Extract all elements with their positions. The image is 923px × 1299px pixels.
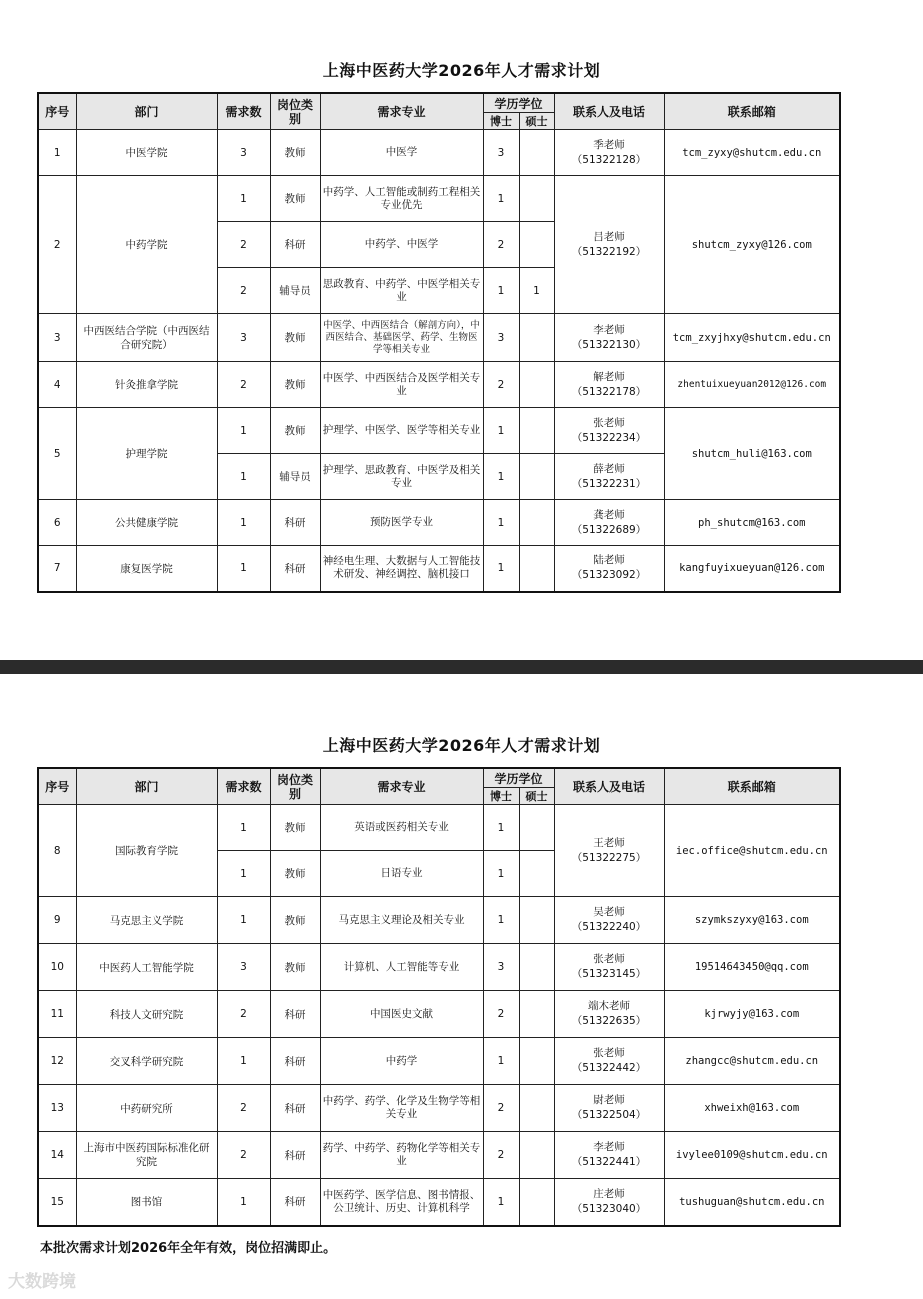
row-contact bbox=[554, 408, 664, 454]
row-contact bbox=[554, 1085, 664, 1132]
row-type: 教师 bbox=[270, 944, 320, 991]
header-master: 硕士 bbox=[519, 788, 554, 805]
contact-name: 解老师 bbox=[593, 370, 625, 383]
row-major: 中药学、中医学 bbox=[320, 222, 483, 268]
row-dept: 康复医学院 bbox=[76, 546, 217, 592]
header-count: 需求数 bbox=[217, 93, 270, 130]
row-master bbox=[519, 1038, 554, 1085]
header-contact: 联系人及电话 bbox=[554, 93, 664, 130]
row-dept: 交叉科学研究院 bbox=[76, 1038, 217, 1085]
header-no: 序号 bbox=[38, 93, 76, 130]
row-phd: 1 bbox=[483, 805, 519, 851]
contact-phone: （51322240） bbox=[571, 921, 647, 933]
row-master bbox=[519, 1085, 554, 1132]
row-dept: 图书馆 bbox=[76, 1179, 217, 1226]
row-email: szymkszyxy@163.com bbox=[664, 897, 840, 944]
table-row bbox=[38, 408, 840, 454]
header-dept: 部门 bbox=[76, 768, 217, 805]
row-count: 1 bbox=[217, 176, 270, 222]
contact-phone: （51322128） bbox=[571, 153, 647, 166]
contact-name: 龚老师 bbox=[593, 508, 625, 521]
contact-name: 庄老师 bbox=[593, 1187, 625, 1200]
row-no: 10 bbox=[38, 944, 76, 991]
row-contact bbox=[554, 362, 664, 408]
contact-phone: （51322275） bbox=[571, 851, 647, 864]
row-email: iec.office@shutcm.edu.cn bbox=[664, 805, 840, 897]
row-count: 1 bbox=[217, 500, 270, 546]
contact-name: 吴老师 bbox=[593, 906, 625, 918]
contact-name: 李老师 bbox=[593, 323, 625, 336]
row-count: 3 bbox=[217, 944, 270, 991]
row-email: shutcm_huli@163.com bbox=[664, 408, 840, 500]
row-master bbox=[519, 805, 554, 851]
row-email: tushuguan@shutcm.edu.cn bbox=[664, 1179, 840, 1226]
row-type: 教师 bbox=[270, 805, 320, 851]
row-major: 日语专业 bbox=[320, 851, 483, 897]
row-no: 11 bbox=[38, 991, 76, 1038]
row-contact bbox=[554, 1179, 664, 1226]
page-title: 上海中医药大学2026年人才需求计划 bbox=[322, 736, 601, 755]
row-dept: 国际教育学院 bbox=[76, 805, 217, 897]
document-page-2 bbox=[0, 674, 923, 1299]
row-master bbox=[519, 897, 554, 944]
row-master bbox=[519, 500, 554, 546]
table-row bbox=[38, 176, 840, 222]
row-contact bbox=[554, 176, 664, 314]
row-type: 教师 bbox=[270, 897, 320, 944]
row-no: 6 bbox=[38, 500, 76, 546]
row-dept: 科技人文研究院 bbox=[76, 991, 217, 1038]
row-master bbox=[519, 176, 554, 222]
row-contact bbox=[554, 1132, 664, 1179]
watermark-text: 大数跨境 bbox=[8, 1272, 76, 1292]
contact-phone: （51322178） bbox=[571, 385, 647, 398]
row-email: 19514643450@qq.com bbox=[664, 944, 840, 991]
row-contact bbox=[554, 500, 664, 546]
contact-phone: （51322130） bbox=[571, 338, 647, 351]
contact-phone: （51323040） bbox=[571, 1202, 647, 1215]
contact-phone: （51322234） bbox=[571, 431, 647, 444]
row-master bbox=[519, 546, 554, 592]
row-phd: 1 bbox=[483, 454, 519, 500]
row-no: 14 bbox=[38, 1132, 76, 1179]
row-major: 思政教育、中药学、中医学相关专业 bbox=[320, 268, 483, 314]
row-type: 教师 bbox=[270, 362, 320, 408]
row-master bbox=[519, 944, 554, 991]
row-phd: 1 bbox=[483, 176, 519, 222]
contact-name: 张老师 bbox=[593, 953, 625, 965]
row-dept: 上海市中医药国际标准化研究院 bbox=[76, 1132, 217, 1179]
row-master bbox=[519, 851, 554, 897]
row-no: 3 bbox=[38, 314, 76, 362]
row-type: 科研 bbox=[270, 546, 320, 592]
row-major: 中医药学、医学信息、图书情报、公卫统计、历史、计算机科学 bbox=[320, 1179, 483, 1226]
row-phd: 2 bbox=[483, 1132, 519, 1179]
contact-phone: （51322192） bbox=[571, 245, 647, 258]
row-phd: 3 bbox=[483, 944, 519, 991]
page-divider bbox=[0, 660, 923, 674]
table-row bbox=[38, 362, 840, 408]
row-contact bbox=[554, 991, 664, 1038]
row-dept: 护理学院 bbox=[76, 408, 217, 500]
header-phd: 博士 bbox=[483, 113, 519, 130]
row-count: 1 bbox=[217, 454, 270, 500]
row-major: 中药学、药学、化学及生物学等相关专业 bbox=[320, 1085, 483, 1132]
row-phd: 1 bbox=[483, 1179, 519, 1226]
table-row bbox=[38, 546, 840, 592]
row-major: 中药学、人工智能或制药工程相关专业优先 bbox=[320, 176, 483, 222]
row-master bbox=[519, 362, 554, 408]
row-major: 计算机、人工智能等专业 bbox=[320, 944, 483, 991]
row-count: 1 bbox=[217, 546, 270, 592]
contact-name: 陆老师 bbox=[593, 554, 625, 567]
row-count: 3 bbox=[217, 130, 270, 176]
row-email: ivylee0109@shutcm.edu.cn bbox=[664, 1132, 840, 1179]
talent-plan-table-1 bbox=[37, 92, 841, 593]
row-email: zhentuixueyuan2012@126.com bbox=[664, 362, 840, 408]
table-row bbox=[38, 991, 840, 1038]
table-row bbox=[38, 897, 840, 944]
watermark bbox=[8, 1267, 76, 1292]
row-major: 中医学、中西医结合（解剖方向），中西医结合、基础医学、药学、生物医学等相关专业 bbox=[320, 314, 483, 362]
row-contact bbox=[554, 314, 664, 362]
row-count: 2 bbox=[217, 1132, 270, 1179]
row-type: 教师 bbox=[270, 314, 320, 362]
row-dept: 针灸推拿学院 bbox=[76, 362, 217, 408]
row-no: 12 bbox=[38, 1038, 76, 1085]
row-contact bbox=[554, 944, 664, 991]
table-row bbox=[38, 1038, 840, 1085]
header-type: 岗位类别 bbox=[270, 93, 320, 130]
header-no: 序号 bbox=[38, 768, 76, 805]
row-type: 科研 bbox=[270, 222, 320, 268]
row-major: 护理学、思政教育、中医学及相关专业 bbox=[320, 454, 483, 500]
header-email: 联系邮箱 bbox=[664, 768, 840, 805]
row-count: 2 bbox=[217, 268, 270, 314]
row-dept: 中医药人工智能学院 bbox=[76, 944, 217, 991]
row-dept: 中医学院 bbox=[76, 130, 217, 176]
row-email: ph_shutcm@163.com bbox=[664, 500, 840, 546]
table-row bbox=[38, 1179, 840, 1226]
row-phd: 1 bbox=[483, 546, 519, 592]
row-dept: 公共健康学院 bbox=[76, 500, 217, 546]
contact-name: 李老师 bbox=[593, 1141, 625, 1153]
row-email: tcm_zyxy@shutcm.edu.cn bbox=[664, 130, 840, 176]
row-count: 1 bbox=[217, 897, 270, 944]
row-major: 中药学 bbox=[320, 1038, 483, 1085]
row-major: 中医学、中西医结合及医学相关专业 bbox=[320, 362, 483, 408]
row-contact bbox=[554, 454, 664, 500]
contact-name: 吕老师 bbox=[593, 230, 625, 243]
row-contact bbox=[554, 897, 664, 944]
row-email: xhweixh@163.com bbox=[664, 1085, 840, 1132]
row-count: 1 bbox=[217, 1038, 270, 1085]
row-type: 教师 bbox=[270, 130, 320, 176]
row-dept: 中药学院 bbox=[76, 176, 217, 314]
row-no: 13 bbox=[38, 1085, 76, 1132]
table-row bbox=[38, 1085, 840, 1132]
row-phd: 3 bbox=[483, 130, 519, 176]
table-row bbox=[38, 130, 840, 176]
row-no: 1 bbox=[38, 130, 76, 176]
table-row bbox=[38, 805, 840, 851]
row-major: 护理学、中医学、医学等相关专业 bbox=[320, 408, 483, 454]
row-type: 辅导员 bbox=[270, 268, 320, 314]
contact-phone: （51322689） bbox=[571, 523, 647, 536]
row-major: 英语或医药相关专业 bbox=[320, 805, 483, 851]
row-master bbox=[519, 991, 554, 1038]
table-row bbox=[38, 500, 840, 546]
row-email: zhangcc@shutcm.edu.cn bbox=[664, 1038, 840, 1085]
row-phd: 1 bbox=[483, 268, 519, 314]
talent-plan-table-2 bbox=[37, 767, 841, 1227]
row-phd: 1 bbox=[483, 1038, 519, 1085]
header-contact: 联系人及电话 bbox=[554, 768, 664, 805]
contact-name: 张老师 bbox=[593, 1047, 625, 1059]
contact-phone: （51323145） bbox=[571, 968, 647, 980]
row-contact bbox=[554, 1038, 664, 1085]
contact-name: 薛老师 bbox=[593, 462, 625, 475]
row-count: 2 bbox=[217, 991, 270, 1038]
row-dept: 马克思主义学院 bbox=[76, 897, 217, 944]
row-count: 2 bbox=[217, 222, 270, 268]
row-type: 科研 bbox=[270, 1179, 320, 1226]
row-email: tcm_zxyjhxy@shutcm.edu.cn bbox=[664, 314, 840, 362]
row-count: 1 bbox=[217, 408, 270, 454]
row-dept: 中药研究所 bbox=[76, 1085, 217, 1132]
row-major: 中医学 bbox=[320, 130, 483, 176]
row-no: 2 bbox=[38, 176, 76, 314]
row-contact bbox=[554, 805, 664, 897]
contact-phone: （51322441） bbox=[571, 1156, 647, 1168]
contact-name: 张老师 bbox=[593, 416, 625, 429]
contact-phone: （51323092） bbox=[571, 569, 647, 582]
row-phd: 1 bbox=[483, 408, 519, 454]
row-type: 教师 bbox=[270, 851, 320, 897]
row-dept: 中西医结合学院（中西医结合研究院） bbox=[76, 314, 217, 362]
header-phd: 博士 bbox=[483, 788, 519, 805]
contact-name: 王老师 bbox=[593, 836, 625, 849]
row-contact bbox=[554, 546, 664, 592]
contact-name: 季老师 bbox=[593, 138, 625, 151]
row-major: 中国医史文献 bbox=[320, 991, 483, 1038]
table-row bbox=[38, 314, 840, 362]
header-type: 岗位类别 bbox=[270, 768, 320, 805]
row-master bbox=[519, 222, 554, 268]
row-master bbox=[519, 130, 554, 176]
row-email: kjrwyjy@163.com bbox=[664, 991, 840, 1038]
row-email: kangfuyixueyuan@126.com bbox=[664, 546, 840, 592]
row-type: 科研 bbox=[270, 1132, 320, 1179]
contact-phone: （51322442） bbox=[571, 1062, 647, 1074]
row-phd: 2 bbox=[483, 1085, 519, 1132]
row-contact bbox=[554, 130, 664, 176]
table-row bbox=[38, 944, 840, 991]
header-dept: 部门 bbox=[76, 93, 217, 130]
row-type: 教师 bbox=[270, 408, 320, 454]
contact-name: 端木老师 bbox=[588, 1000, 631, 1012]
row-no: 9 bbox=[38, 897, 76, 944]
row-no: 5 bbox=[38, 408, 76, 500]
row-phd: 1 bbox=[483, 500, 519, 546]
row-type: 科研 bbox=[270, 500, 320, 546]
header-degree: 学历学位 bbox=[483, 93, 554, 113]
header-major: 需求专业 bbox=[320, 93, 483, 130]
header-major: 需求专业 bbox=[320, 768, 483, 805]
row-no: 8 bbox=[38, 805, 76, 897]
row-count: 2 bbox=[217, 362, 270, 408]
page-title: 上海中医药大学2026年人才需求计划 bbox=[322, 61, 601, 80]
row-master bbox=[519, 408, 554, 454]
row-count: 3 bbox=[217, 314, 270, 362]
row-count: 1 bbox=[217, 851, 270, 897]
contact-phone: （51322231） bbox=[571, 477, 647, 490]
row-type: 教师 bbox=[270, 176, 320, 222]
row-master bbox=[519, 1132, 554, 1179]
row-count: 1 bbox=[217, 1179, 270, 1226]
header-degree: 学历学位 bbox=[483, 768, 554, 788]
row-master bbox=[519, 1179, 554, 1226]
row-count: 1 bbox=[217, 805, 270, 851]
row-type: 科研 bbox=[270, 1085, 320, 1132]
validity-note: 本批次需求计划2026年全年有效，岗位招满即止。 bbox=[40, 1241, 337, 1256]
row-type: 辅导员 bbox=[270, 454, 320, 500]
row-email: shutcm_zyxy@126.com bbox=[664, 176, 840, 314]
row-major: 药学、中药学、药物化学等相关专业 bbox=[320, 1132, 483, 1179]
row-phd: 2 bbox=[483, 362, 519, 408]
row-phd: 1 bbox=[483, 851, 519, 897]
contact-phone: （51322504） bbox=[571, 1109, 647, 1121]
row-master bbox=[519, 454, 554, 500]
row-master bbox=[519, 314, 554, 362]
row-no: 15 bbox=[38, 1179, 76, 1226]
row-count: 2 bbox=[217, 1085, 270, 1132]
row-phd: 3 bbox=[483, 314, 519, 362]
header-master: 硕士 bbox=[519, 113, 554, 130]
row-phd: 2 bbox=[483, 991, 519, 1038]
row-phd: 2 bbox=[483, 222, 519, 268]
contact-name: 尉老师 bbox=[593, 1094, 625, 1106]
contact-phone: （51322635） bbox=[571, 1015, 647, 1027]
row-no: 4 bbox=[38, 362, 76, 408]
header-count: 需求数 bbox=[217, 768, 270, 805]
row-type: 科研 bbox=[270, 1038, 320, 1085]
row-phd: 1 bbox=[483, 897, 519, 944]
row-major: 马克思主义理论及相关专业 bbox=[320, 897, 483, 944]
row-major: 预防医学专业 bbox=[320, 500, 483, 546]
row-major: 神经电生理、大数据与人工智能技术研发、神经调控、脑机接口 bbox=[320, 546, 483, 592]
row-no: 7 bbox=[38, 546, 76, 592]
row-type: 科研 bbox=[270, 991, 320, 1038]
row-master: 1 bbox=[519, 268, 554, 314]
header-email: 联系邮箱 bbox=[664, 93, 840, 130]
table-row bbox=[38, 1132, 840, 1179]
